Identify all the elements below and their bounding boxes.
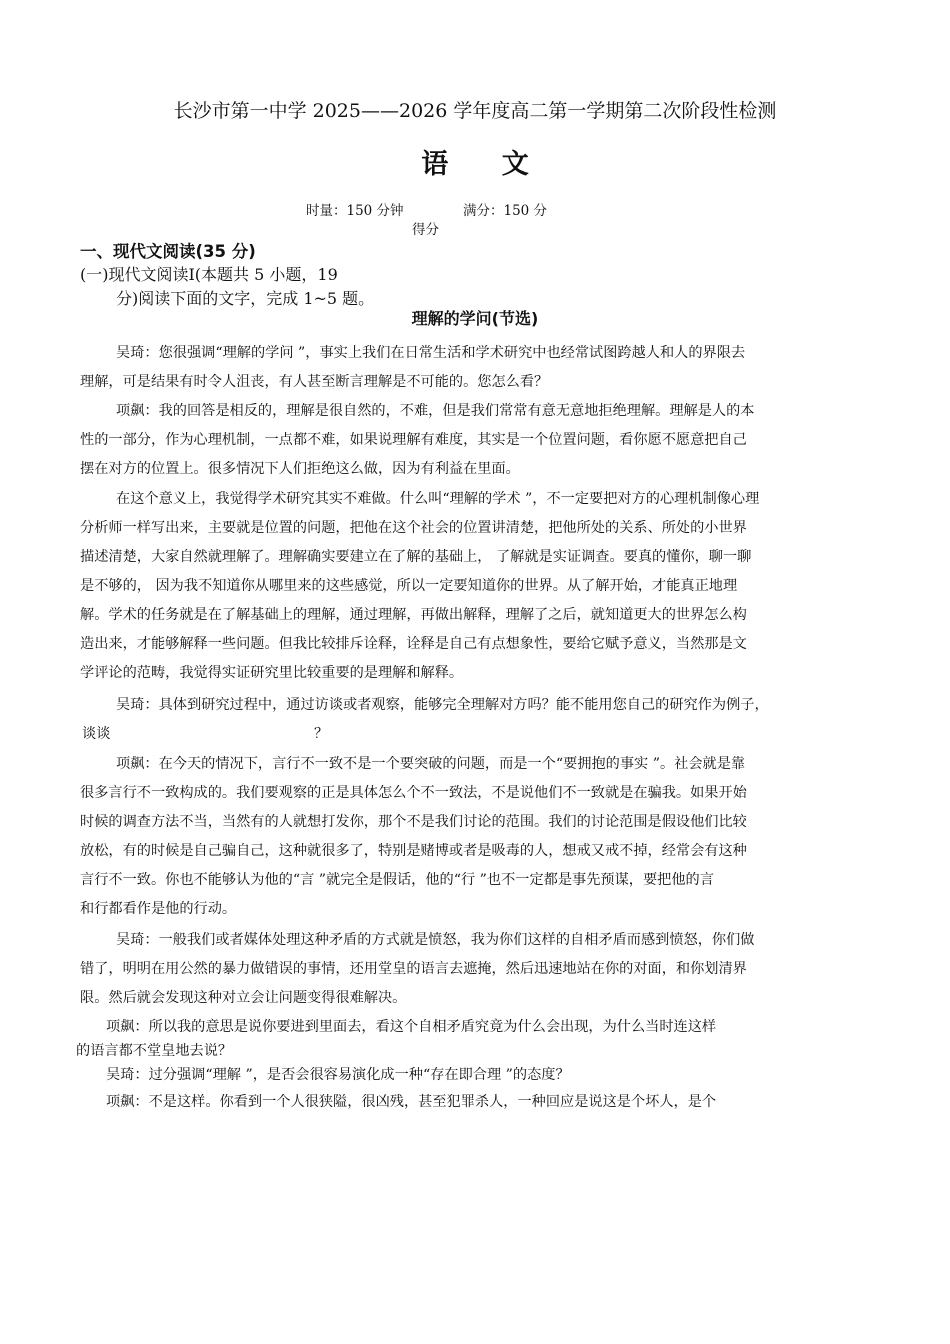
body-line: 摆在对方的位置上。很多情况下人们拒绝这么做，因为有利益在里面。 — [80, 461, 520, 477]
body-line: ？ — [314, 726, 329, 742]
body-line: 放松，有的时候是自己骗自己，这种就很多了，特别是赌博或者是吸毒的人，想戒又戒不掉，经常会有这种 — [80, 843, 747, 859]
body-line: 是不够的， 因为我不知道你从哪里来的这些感觉，所以一定要知道你的世界。从了解开始，才能真正地理 — [80, 578, 738, 594]
body-line: 言行不一致。你也不能够认为他的“言 ”就完全是假话，他的“行 ”也不一定都是事先预谋，要把他的言 — [80, 872, 714, 888]
exam-title: 长沙市第一中学 2025——2026 学年度高二第一学期第二次阶段性检测 — [173, 100, 777, 122]
full-score: 满分：150 分 — [463, 203, 548, 219]
body-line: 项飙：所以我的意思是说你要进到里面去，看这个自相矛盾究竟为什么会出现，为什么当时连这样 — [106, 1019, 717, 1035]
body-line: 吴琦：过分强调“理解 ”，是否会很容易演化成一种“存在即合理 ”的态度？ — [106, 1067, 570, 1083]
body-line: 项飙：不是这样。你看到一个人很狭隘，很凶残，甚至犯罪杀人，一种回应是说这是个坏人，是个 — [106, 1094, 717, 1110]
exam-time: 时量：150 分钟 — [306, 203, 404, 219]
body-line: 错了，明明在用公然的暴力做错误的事情，还用堂皇的语言去遮掩，然后迅速地站在你的对面，和你划清界 — [80, 961, 747, 977]
article-title: 理解的学问(节选) — [411, 309, 539, 328]
body-line: 限。然后就会发现这种对立会让问题变得很难解决。 — [80, 990, 407, 1006]
body-line: 的语言都不堂皇地去说？ — [76, 1043, 233, 1059]
body-line: 学评论的范畴，我觉得实证研究里比较重要的是理解和解释。 — [80, 665, 464, 681]
body-line: 时候的调查方法不当，当然有的人就想打发你，那个不是我们讨论的范围。我们的讨论范围是假设他们比较 — [80, 814, 747, 830]
body-line: 造出来，才能够解释一些问题。但我比较排斥诠释，诠释是自己有点想象性，要给它赋予意义，当然那是文 — [80, 636, 747, 652]
body-line: 理解，可是结果有时令人沮丧，有人甚至断言理解是不可能的。您怎么看？ — [80, 374, 549, 390]
body-line: 项飙：在今天的情况下，言行不一致不是一个要突破的问题，而是一个“要拥抱的事实 ”。社会就是靠 — [116, 756, 746, 772]
body-line: 项飙：我的回答是相反的，理解是很自然的，不难，但是我们常常有意无意地拒绝理解。理解是人的本 — [116, 403, 755, 419]
body-line: 很多言行不一致构成的。我们要观察的正是具体怎么个不一致法，不是说他们不一致就是在骗我。如果开始 — [80, 785, 747, 801]
subsection-line-1: (一)现代文阅读Ⅰ(本题共 5 小题，19 — [80, 265, 338, 284]
body-line: 吴琦：具体到研究过程中，通过访谈或者观察，能够完全理解对方吗？能不能用您自己的研究作为例子， — [116, 697, 769, 713]
body-line: 和行都看作是他的行动。 — [80, 901, 237, 917]
body-line: 吴琦：一般我们或者媒体处理这种矛盾的方式就是愤怒，我为你们这样的自相矛盾而感到愤怒，你们做 — [116, 932, 755, 948]
body-line: 吴琦：您很强调“理解的学问 ”，事实上我们在日常生活和学术研究中也经常试图跨越人和人的界限去 — [116, 345, 746, 361]
body-line: 谈谈 — [82, 726, 111, 742]
body-line: 在这个意义上，我觉得学术研究其实不难做。什么叫“理解的学术 ”，不一定要把对方的心理机制像心理 — [116, 491, 760, 507]
body-line: 描述清楚，大家自然就理解了。理解确实要建立在了解的基础上， 了解就是实证调查。要真的懂你，聊一聊 — [80, 549, 752, 565]
subsection-line-2: 分)阅读下面的文字，完成 1~5 题。 — [116, 289, 375, 308]
score-label: 得分 — [412, 222, 439, 238]
body-line: 解。学术的任务就是在了解基础上的理解，通过理解，再做出解释，理解了之后，就知道更大的世界怎么构 — [80, 607, 747, 623]
subject-title: 语 文 — [421, 149, 551, 180]
body-line: 分析师一样写出来，主要就是位置的问题，把他在这个社会的位置讲清楚，把他所处的关系、所处的小世界 — [80, 520, 747, 536]
section-heading: 一、现代文阅读(35 分) — [80, 242, 256, 261]
body-line: 性的一部分，作为心理机制，一点都不难，如果说理解有难度，其实是一个位置问题，看你愿不愿意把自己 — [80, 432, 747, 448]
